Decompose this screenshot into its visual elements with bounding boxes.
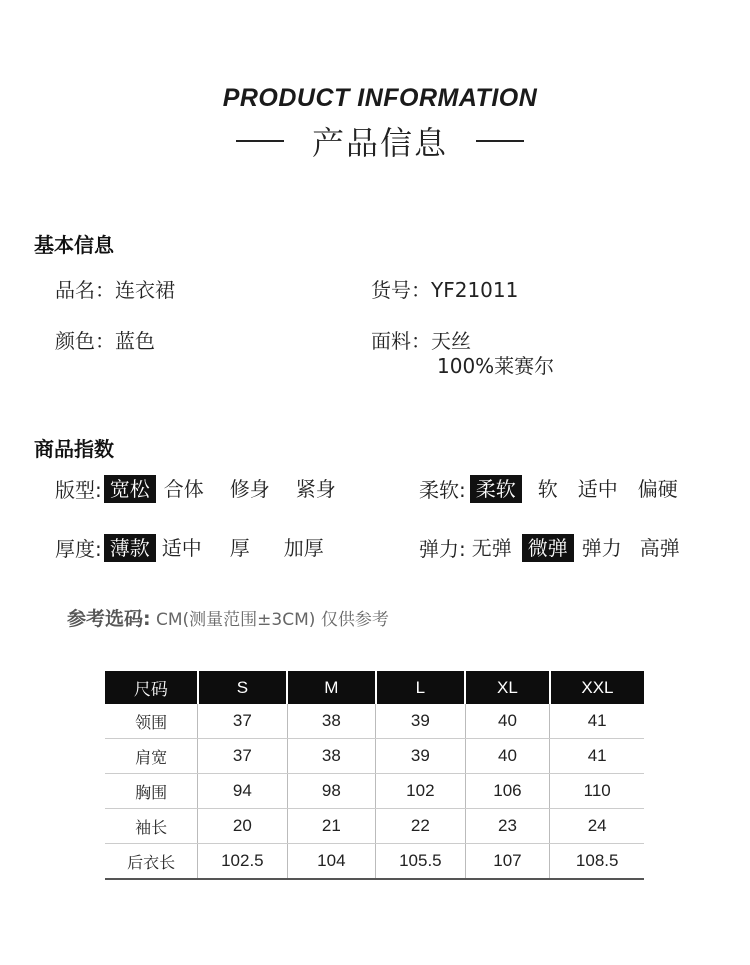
table-cell: 37 — [198, 739, 287, 774]
table-cell: 102 — [376, 774, 465, 809]
row-label-back-length: 后衣长 — [105, 844, 198, 880]
header-l: L — [376, 671, 465, 704]
fit-option-tight: 紧身 — [295, 476, 336, 501]
item-number-value: YF21011 — [431, 278, 519, 302]
product-name-label: 品名： — [55, 278, 115, 302]
indices-heading: 商品指数 — [34, 437, 114, 461]
color-label: 颜色： — [55, 329, 115, 353]
title-chinese: 产品信息 — [311, 124, 448, 162]
row-label-chest: 胸围 — [105, 774, 198, 809]
table-cell: 102.5 — [198, 844, 287, 880]
softness-option-medium: 适中 — [577, 476, 618, 501]
fabric-value-line2: 100%莱赛尔 — [437, 354, 555, 378]
table-cell: 104 — [287, 844, 376, 880]
product-name-value: 连衣裙 — [115, 278, 175, 302]
thickness-index-row — [55, 533, 330, 562]
fabric-label: 面料： — [371, 329, 431, 353]
table-cell: 21 — [287, 809, 376, 844]
table-row — [105, 739, 644, 774]
item-number-field — [371, 274, 518, 303]
row-label-shoulder: 肩宽 — [105, 739, 198, 774]
table-cell: 23 — [465, 809, 550, 844]
softness-label: 柔软: — [419, 478, 466, 502]
elasticity-option-elastic: 弹力 — [581, 535, 622, 560]
table-cell: 41 — [550, 739, 644, 774]
thickness-option-thick: 厚 — [229, 535, 250, 560]
size-table — [105, 671, 644, 880]
table-cell: 94 — [198, 774, 287, 809]
title-english: PRODUCT INFORMATION — [222, 84, 538, 112]
table-cell: 108.5 — [550, 844, 644, 880]
table-cell: 98 — [287, 774, 376, 809]
header-s: S — [198, 671, 287, 704]
fit-index-row — [55, 474, 342, 503]
softness-option-soft: 柔软 — [470, 475, 522, 503]
header-size: 尺码 — [105, 671, 198, 704]
table-cell: 20 — [198, 809, 287, 844]
size-table-header-row — [105, 671, 644, 704]
header-xl: XL — [465, 671, 550, 704]
thickness-option-medium: 适中 — [161, 535, 202, 560]
table-cell: 38 — [287, 704, 376, 739]
size-reference-text: CM(测量范围±3CM) 仅供参考 — [150, 610, 389, 630]
fit-option-loose: 宽松 — [104, 475, 156, 503]
table-row — [105, 844, 644, 880]
row-label-sleeve: 袖长 — [105, 809, 198, 844]
elasticity-label: 弹力: — [419, 537, 466, 561]
fabric-value-line1: 天丝 — [431, 329, 471, 353]
table-cell: 39 — [376, 704, 465, 739]
table-cell: 40 — [465, 704, 550, 739]
table-cell: 24 — [550, 809, 644, 844]
table-row — [105, 809, 644, 844]
fit-label: 版型: — [55, 478, 102, 502]
table-cell: 37 — [198, 704, 287, 739]
elasticity-option-none: 无弹 — [471, 535, 512, 560]
color-field — [55, 325, 155, 354]
table-cell: 22 — [376, 809, 465, 844]
table-row — [105, 704, 644, 739]
color-value: 蓝色 — [115, 329, 155, 353]
header-m: M — [287, 671, 376, 704]
title-divider-left — [236, 140, 284, 142]
elasticity-index-row — [419, 533, 686, 562]
table-cell: 39 — [376, 739, 465, 774]
thickness-label: 厚度: — [55, 537, 102, 561]
table-cell: 106 — [465, 774, 550, 809]
thickness-option-thin: 薄款 — [104, 534, 156, 562]
table-cell: 38 — [287, 739, 376, 774]
size-reference-note — [67, 604, 389, 631]
fit-option-slim: 修身 — [229, 476, 270, 501]
elasticity-option-high: 高弹 — [639, 535, 680, 560]
table-row — [105, 774, 644, 809]
table-cell: 40 — [465, 739, 550, 774]
fit-option-regular: 合体 — [163, 476, 204, 501]
product-name-field — [55, 274, 175, 303]
softness-index-row — [419, 474, 684, 503]
softness-option-stiff: 偏硬 — [637, 476, 678, 501]
thickness-option-extra-thick: 加厚 — [283, 535, 324, 560]
basic-info-heading: 基本信息 — [34, 233, 114, 257]
elasticity-option-slight: 微弹 — [522, 534, 574, 562]
table-cell: 107 — [465, 844, 550, 880]
softness-option-slightly-soft: 软 — [537, 476, 558, 501]
title-divider-right — [476, 140, 524, 142]
size-reference-label: 参考选码: — [67, 608, 151, 630]
table-cell: 110 — [550, 774, 644, 809]
item-number-label: 货号： — [371, 278, 431, 302]
header-xxl: XXL — [550, 671, 644, 704]
title-chinese-row — [0, 118, 750, 164]
table-cell: 41 — [550, 704, 644, 739]
row-label-neck: 领围 — [105, 704, 198, 739]
table-cell: 105.5 — [376, 844, 465, 880]
